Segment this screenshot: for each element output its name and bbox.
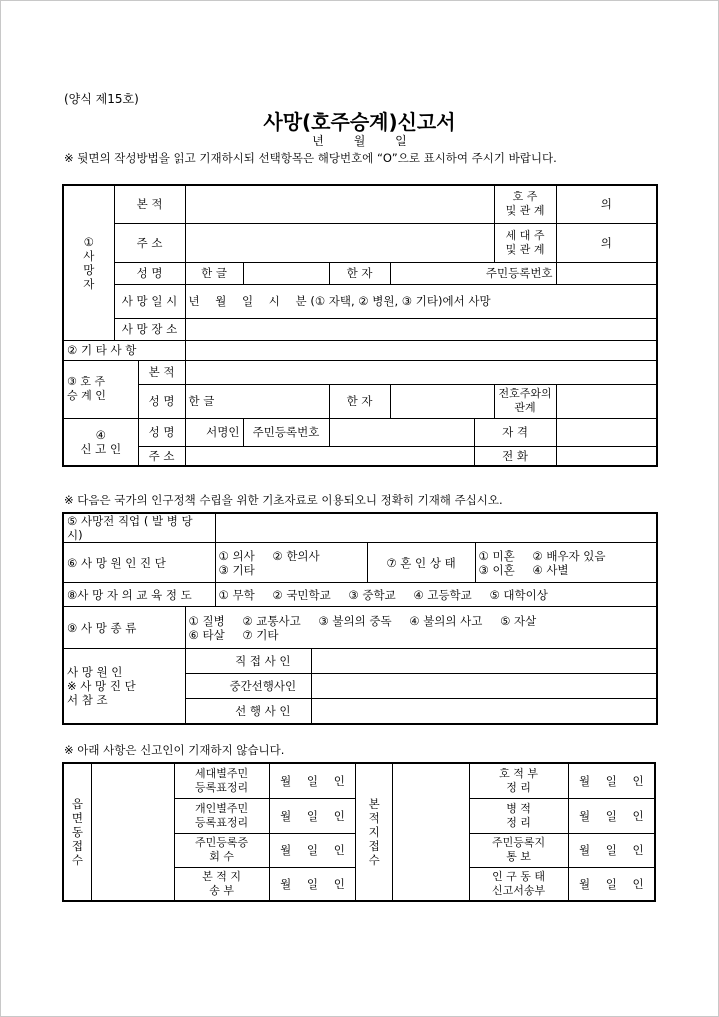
- death-type-homicide[interactable]: ⑥ 타살: [188, 627, 225, 642]
- successor-hanja-field[interactable]: [390, 384, 494, 418]
- death-place-label: 사 망 장 소: [114, 318, 185, 340]
- page-title: 사망(호주승계)신고서: [263, 110, 456, 134]
- right-date-1[interactable]: 월 일 인: [568, 763, 655, 798]
- successor-name-field[interactable]: [185, 384, 329, 418]
- cause-spacer: [185, 649, 215, 674]
- hanja-label: 한 자: [329, 262, 390, 284]
- date-line: 년 월 일: [312, 134, 407, 148]
- form-label: (양식 제15호): [64, 92, 139, 106]
- death-type-options[interactable]: [185, 607, 657, 649]
- office-use-notice: ※ 아래 사항은 신고인이 기재하지 않습니다.: [64, 743, 285, 757]
- preceding-cause-field[interactable]: [311, 699, 657, 724]
- town-receipt-label: 읍 면 동 접 수: [63, 763, 91, 901]
- successor-domicile-field[interactable]: [185, 360, 657, 384]
- left-date-4[interactable]: 월 일 인: [269, 867, 356, 901]
- diagnosis-option-other[interactable]: ③ 기타: [218, 562, 255, 577]
- occupation-label: ⑤ 사망전 직업 ( 발 병 당 시): [63, 513, 215, 543]
- diagnosis-label: ⑥ 사 망 원 인 진 단: [63, 543, 215, 583]
- office-use-table: [62, 762, 656, 902]
- death-type-poisoning[interactable]: ③ 불의의 중독: [318, 613, 392, 628]
- death-type-suicide[interactable]: ⑤ 자살: [500, 613, 537, 628]
- successor-hangul-label: 한 글: [188, 394, 215, 408]
- reporter-rrn-field[interactable]: [329, 418, 474, 446]
- successor-hanja-label: 한 자: [329, 384, 390, 418]
- successor-domicile-label: 본 적: [138, 360, 185, 384]
- education-options[interactable]: [215, 583, 657, 607]
- diagnosis-options[interactable]: [215, 543, 367, 583]
- hoju-relation-label: 호 주 및 관 계: [494, 185, 556, 223]
- instruction-notice: ※ 뒷면의 작성방법을 읽고 기재하시되 선택항목은 해당번호에 “O”으로 표시하여 주시기 바랍니다.: [64, 151, 557, 165]
- left-item-4: 본 적 지 송 부: [174, 867, 269, 901]
- left-item-3: 주민등록증 회 수: [174, 833, 269, 867]
- successor-relation-field[interactable]: [556, 384, 657, 418]
- other-matters-field[interactable]: [185, 340, 657, 360]
- education-option-middle[interactable]: ③ 중학교: [348, 587, 396, 602]
- hoju-relation-field[interactable]: 의: [556, 185, 657, 223]
- rrn-label: 주민등록번호: [390, 262, 556, 284]
- education-option-college[interactable]: ⑤ 대학이상: [489, 587, 548, 602]
- marital-label: ⑦ 혼 인 상 태: [367, 543, 475, 583]
- marital-option-divorced[interactable]: ③ 이혼: [478, 562, 515, 577]
- education-label: ⑧사 망 자 의 교 육 정 도: [63, 583, 215, 607]
- name-label: 성 명: [114, 262, 185, 284]
- reporter-rrn-label: 주민등록번호: [243, 418, 329, 446]
- reporter-signature-label: 서명인: [185, 418, 243, 446]
- death-datetime-field[interactable]: [185, 284, 657, 318]
- marital-option-single[interactable]: ① 미혼: [478, 548, 515, 563]
- reporter-address-field[interactable]: [185, 446, 474, 466]
- death-datetime-label: 사 망 일 시: [114, 284, 185, 318]
- reporter-qualification-label: 자 격: [474, 418, 556, 446]
- death-type-accident[interactable]: ④ 불의의 사고: [409, 613, 483, 628]
- death-type-traffic[interactable]: ② 교통사고: [242, 613, 301, 628]
- household-relation-label: 세 대 주 및 관 계: [494, 223, 556, 262]
- domicile-receipt-label: 본 적 지 접 수: [356, 763, 392, 901]
- right-date-2[interactable]: 월 일 인: [568, 798, 655, 833]
- datetime-units: 년 월 일 시 분: [188, 294, 307, 308]
- left-item-1: 세대별주민 등록표정리: [174, 763, 269, 798]
- education-option-none[interactable]: ① 무학: [218, 587, 255, 602]
- marital-options[interactable]: [475, 543, 657, 583]
- direct-cause-label: 직 접 사 인: [215, 649, 311, 674]
- statistics-table: [62, 512, 658, 725]
- right-date-4[interactable]: 월 일 인: [568, 867, 655, 901]
- rrn-field[interactable]: [556, 262, 657, 284]
- statistics-notice: ※ 다음은 국가의 인구정책 수립을 위한 기초자료로 이용되오니 정확히 기재해 주십시오.: [64, 493, 503, 507]
- right-item-2: 병 적 정 리: [469, 798, 568, 833]
- right-item-1: 호 적 부 정 리: [469, 763, 568, 798]
- diagnosis-option-doctor[interactable]: ① 의사: [218, 548, 255, 563]
- deceased-group-label: ① 사 망 자: [63, 185, 114, 340]
- marital-option-widowed[interactable]: ④ 사별: [532, 562, 569, 577]
- occupation-field[interactable]: [215, 513, 657, 543]
- education-option-elementary[interactable]: ② 국민학교: [272, 587, 331, 602]
- hangul-label: 한 글: [185, 262, 243, 284]
- intermediate-cause-label: 중간선행사인: [215, 674, 311, 699]
- direct-cause-field[interactable]: [311, 649, 657, 674]
- successor-name-label: 성 명: [138, 384, 185, 418]
- death-place-options: (① 자택, ② 병원, ③ 기타)에서 사망: [310, 294, 491, 308]
- address-label: 주 소: [114, 223, 185, 262]
- right-item-4: 인 구 동 태 신고서송부: [469, 867, 568, 901]
- death-place-field[interactable]: [185, 318, 657, 340]
- domicile-label: 본 적: [114, 185, 185, 223]
- education-option-high[interactable]: ④ 고등학교: [413, 587, 472, 602]
- reporter-phone-field[interactable]: [556, 446, 657, 466]
- left-date-2[interactable]: 월 일 인: [269, 798, 356, 833]
- address-field[interactable]: [185, 223, 494, 262]
- town-receipt-field[interactable]: [91, 763, 174, 901]
- successor-label: ③ 호 주 승 계 인: [63, 360, 138, 418]
- marital-option-married[interactable]: ② 배우자 있음: [532, 548, 606, 563]
- reporter-address-label: 주 소: [138, 446, 185, 466]
- reporter-label: ④ 신 고 인: [63, 418, 138, 466]
- preceding-cause-label: 선 행 사 인: [215, 699, 311, 724]
- right-item-3: 주민등록지 통 보: [469, 833, 568, 867]
- household-relation-field[interactable]: 의: [556, 223, 657, 262]
- domicile-receipt-field[interactable]: [392, 763, 469, 901]
- reporter-name-label: 성 명: [138, 418, 185, 446]
- successor-relation-label: 전호주와의 관계: [494, 384, 556, 418]
- other-matters-label: ② 기 타 사 항: [63, 340, 185, 360]
- left-item-2: 개인별주민 등록표정리: [174, 798, 269, 833]
- cause-of-death-label: 사 망 원 인 ※ 사 망 진 단 서 참 조: [63, 649, 185, 724]
- right-date-3[interactable]: 월 일 인: [568, 833, 655, 867]
- death-type-label: ⑨ 사 망 종 류: [63, 607, 185, 649]
- name-hangul-field[interactable]: [243, 262, 329, 284]
- reporter-phone-label: 전 화: [474, 446, 556, 466]
- cause-spacer: [185, 699, 215, 724]
- death-type-disease[interactable]: ① 질병: [188, 613, 225, 628]
- diagnosis-option-oriental-doctor[interactable]: ② 한의사: [272, 548, 320, 563]
- cause-spacer: [185, 674, 215, 699]
- death-report-table: [62, 184, 658, 467]
- death-type-other[interactable]: ⑦ 기타: [242, 627, 279, 642]
- domicile-field[interactable]: [185, 185, 494, 223]
- left-date-3[interactable]: 월 일 인: [269, 833, 356, 867]
- left-date-1[interactable]: 월 일 인: [269, 763, 356, 798]
- intermediate-cause-field[interactable]: [311, 674, 657, 699]
- reporter-qualification-field[interactable]: [556, 418, 657, 446]
